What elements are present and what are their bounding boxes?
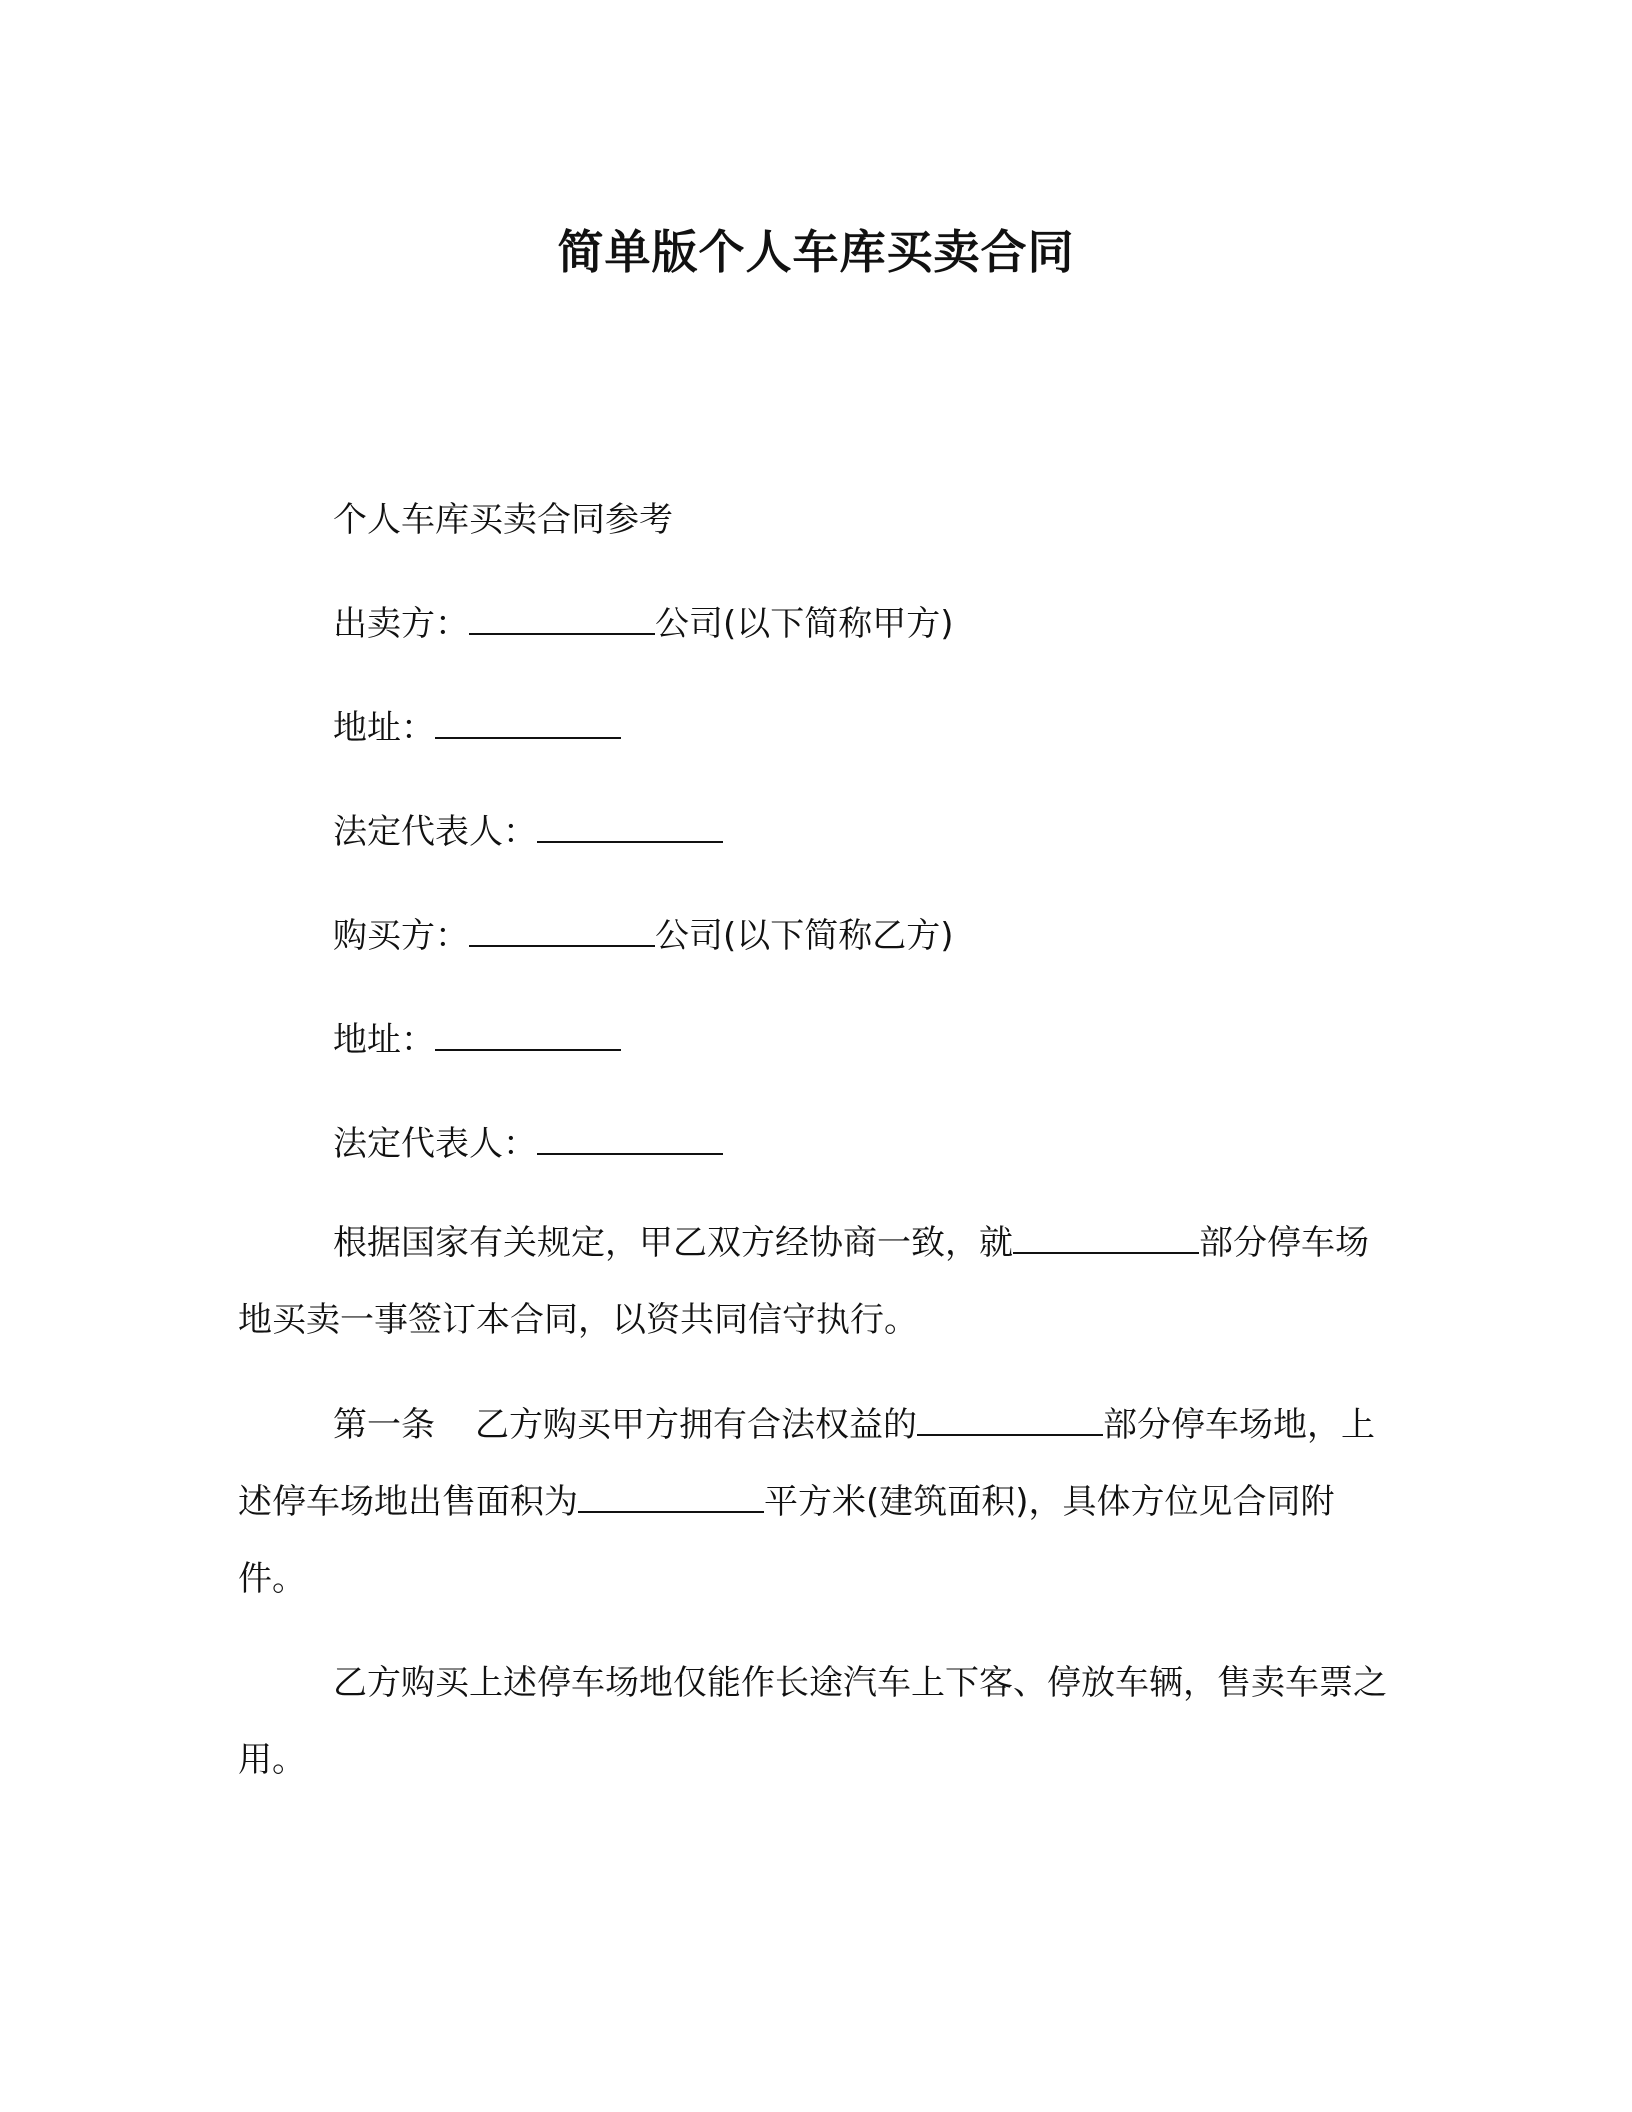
seller-rep-line bbox=[333, 809, 723, 855]
paragraph-intro bbox=[238, 1205, 1398, 1359]
buyer-rep-blank bbox=[537, 1123, 723, 1155]
buyer-suffix: 公司(以下简称乙方) bbox=[655, 916, 954, 956]
article-1-parking-blank bbox=[917, 1404, 1103, 1436]
document-subtitle: 个人车库买卖合同参考 bbox=[333, 500, 673, 540]
paragraph-article-1 bbox=[238, 1387, 1398, 1618]
intro-blank bbox=[1013, 1222, 1199, 1254]
article-1-text-c: 平方米(建筑面积)，具体方位见合同附件。 bbox=[238, 1482, 1335, 1599]
seller-line bbox=[333, 601, 954, 647]
seller-address-line bbox=[333, 705, 621, 751]
seller-name-blank bbox=[469, 603, 655, 635]
seller-address-blank bbox=[435, 707, 621, 739]
paragraph-usage bbox=[238, 1645, 1398, 1799]
seller-address-label: 地址： bbox=[333, 708, 435, 748]
usage-text: 乙方购买上述停车场地仅能作长途汽车上下客、停放车辆，售卖车票之用。 bbox=[238, 1663, 1387, 1780]
seller-rep-label: 法定代表人： bbox=[333, 812, 537, 852]
seller-rep-blank bbox=[537, 811, 723, 843]
buyer-address-blank bbox=[435, 1019, 621, 1051]
seller-suffix: 公司(以下简称甲方) bbox=[655, 604, 954, 644]
buyer-address-line bbox=[333, 1017, 621, 1063]
article-1-number: 第一条 bbox=[333, 1405, 435, 1445]
buyer-line bbox=[333, 913, 954, 959]
buyer-rep-line bbox=[333, 1121, 723, 1167]
article-1-area-blank bbox=[578, 1481, 764, 1513]
intro-text-b: 部分停车场地买卖一事签订本合同，以资共同信守执行。 bbox=[238, 1223, 1369, 1340]
article-1-text-b: 部分停车场地，上述停车场地出售面积为 bbox=[238, 1405, 1375, 1522]
article-1-text-a: 乙方购买甲方拥有合法权益的 bbox=[475, 1405, 917, 1445]
buyer-rep-label: 法定代表人： bbox=[333, 1124, 537, 1164]
seller-label: 出卖方： bbox=[333, 604, 469, 644]
buyer-address-label: 地址： bbox=[333, 1020, 435, 1060]
buyer-label: 购买方： bbox=[333, 916, 469, 956]
buyer-name-blank bbox=[469, 915, 655, 947]
document-title: 简单版个人车库买卖合同 bbox=[557, 225, 1075, 279]
intro-text-a: 根据国家有关规定，甲乙双方经协商一致，就 bbox=[333, 1223, 1013, 1263]
